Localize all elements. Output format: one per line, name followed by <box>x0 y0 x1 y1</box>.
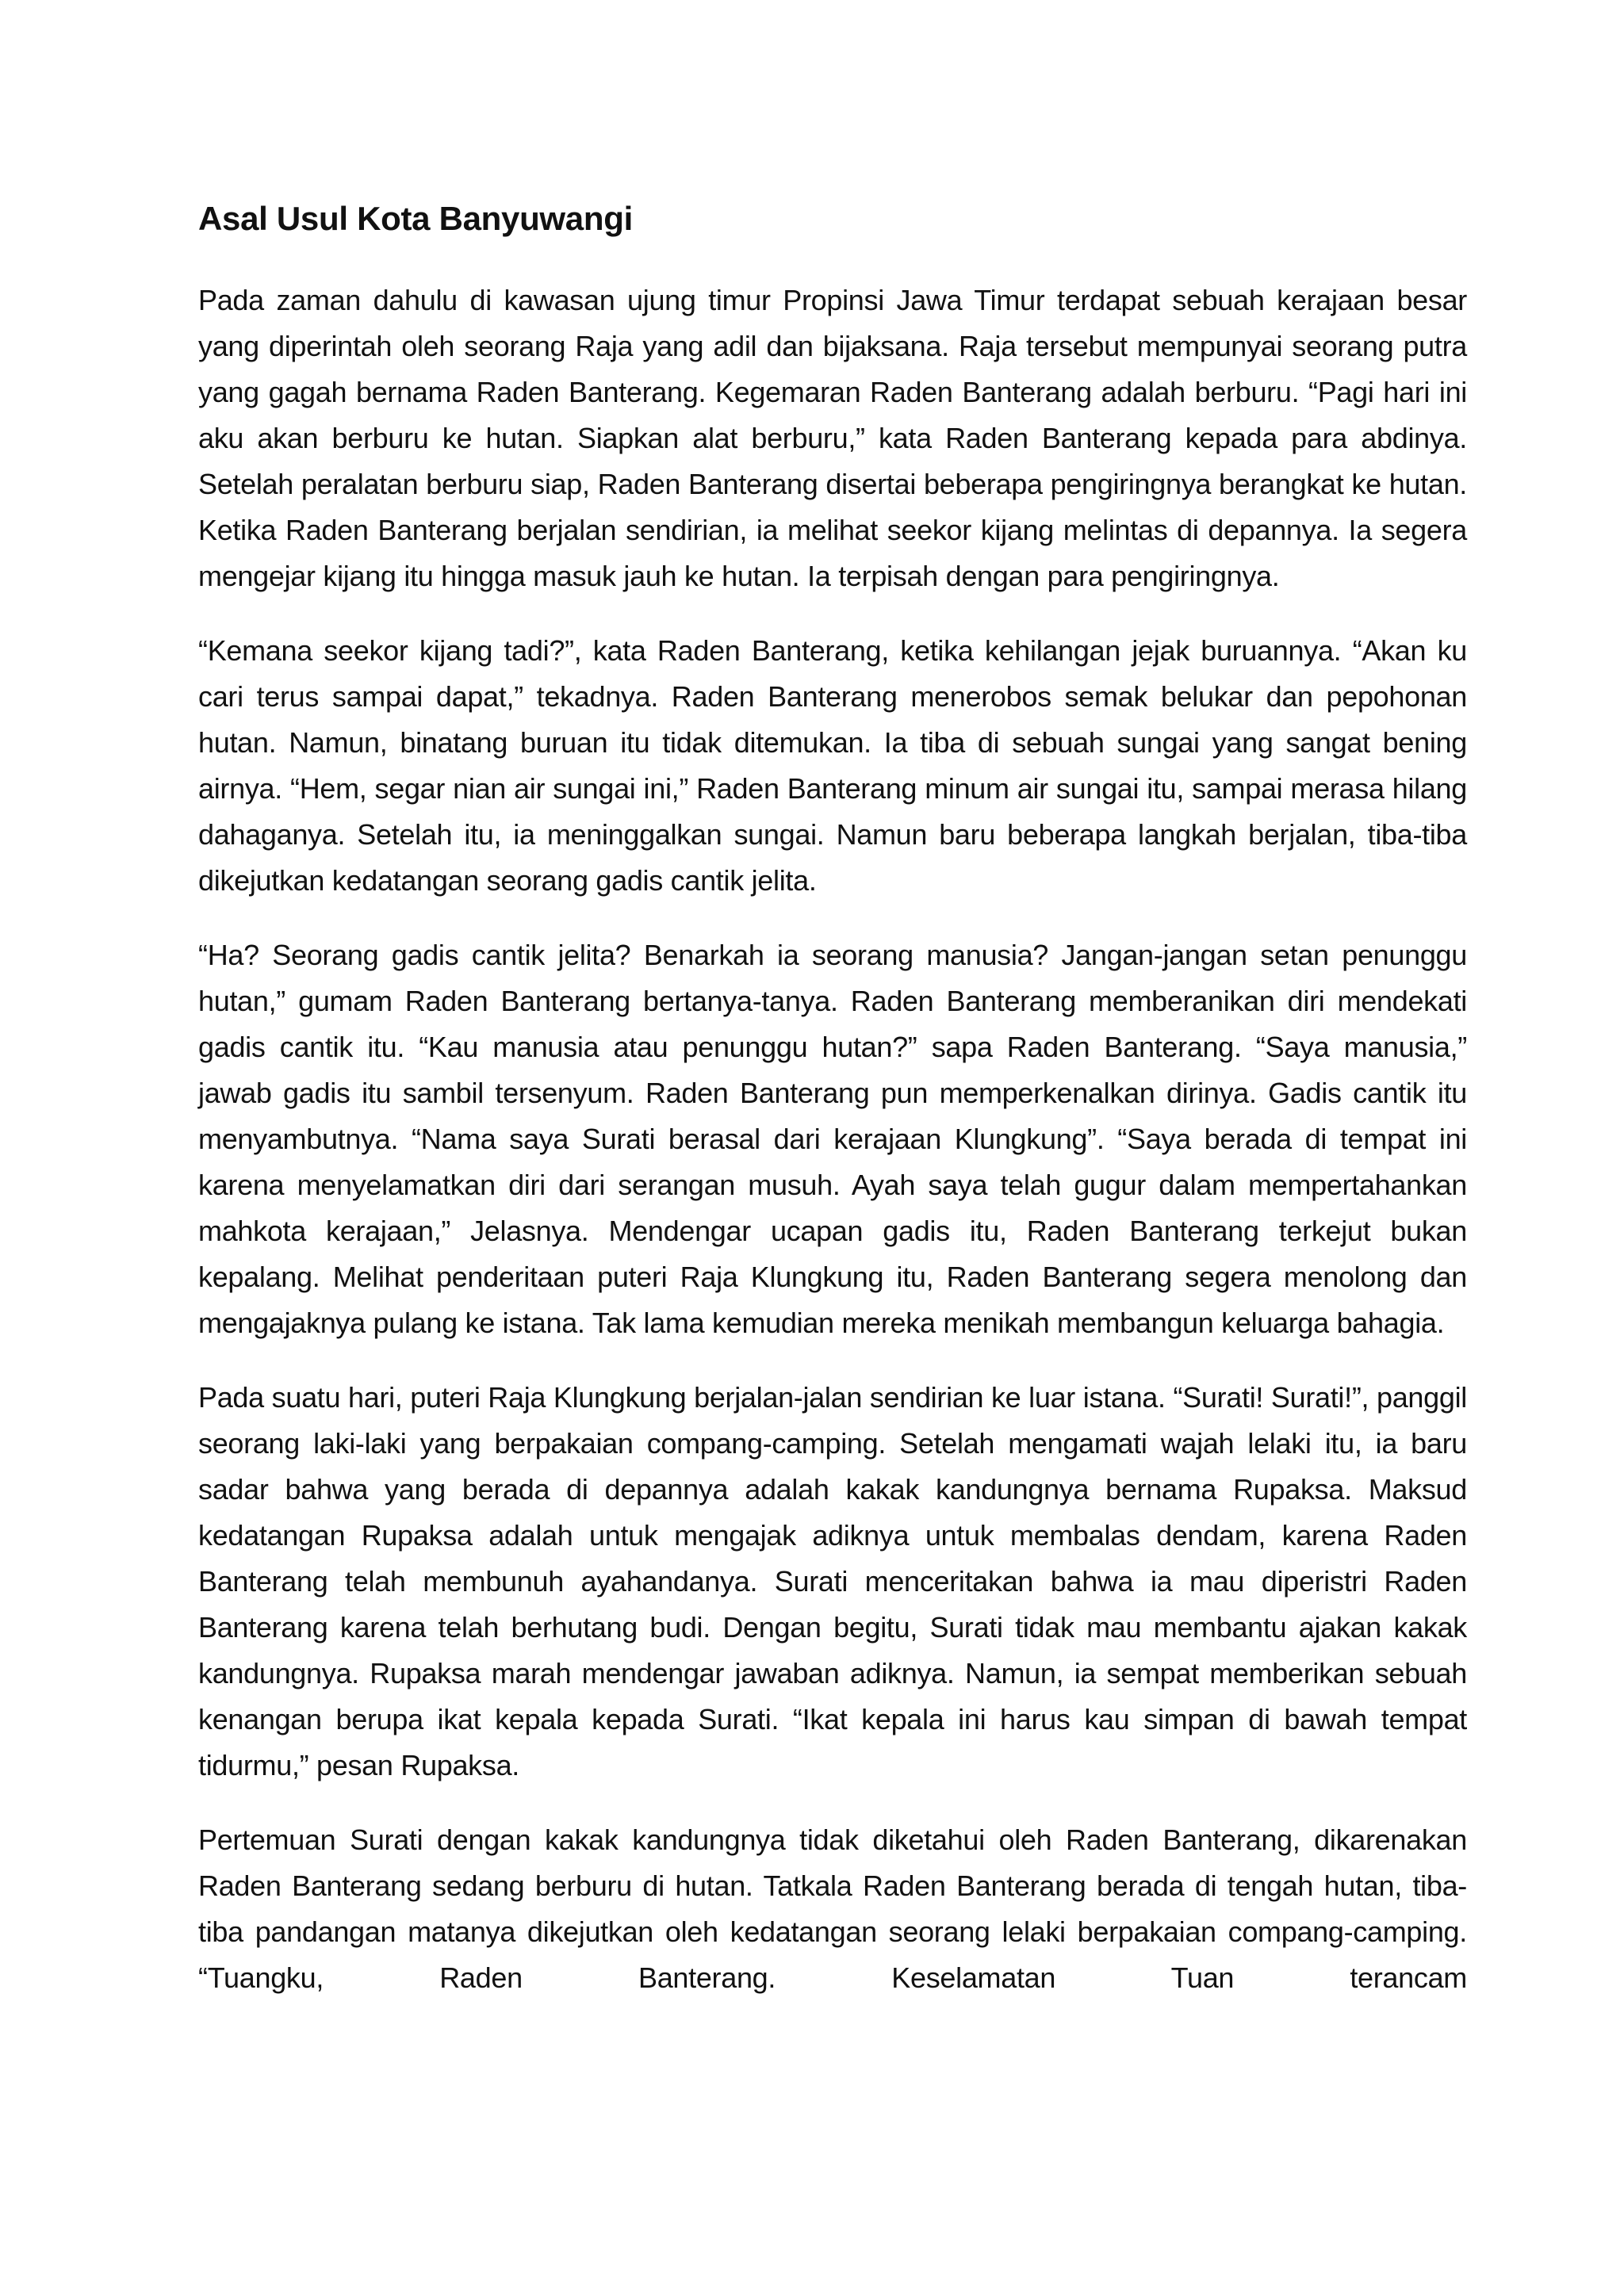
paragraph-1: Pada zaman dahulu di kawasan ujung timur Propinsi Jawa Timur terdapat sebuah kerajaan besar yang diperintah oleh seorang Raja yang adil dan bijaksana. Raja tersebut mempunyai seorang putra yang gagah bernama Raden Banterang. Kegemaran Raden Banterang adalah berburu. “Pagi hari ini aku akan berburu ke hutan. Siapkan alat berburu,” kata Raden Banterang kepada para abdinya. Setelah peralatan berburu siap, Raden Banterang disertai beberapa pengiringnya berangkat ke hutan. Ketika Raden Banterang berjalan sendirian, ia melihat seekor kijang melintas di depannya. Ia segera mengejar kijang itu hingga masuk jauh ke hutan. Ia terpisah dengan para pengiringnya. <box>198 284 1467 592</box>
paragraph-5: Pertemuan Surati dengan kakak kandungnya tidak diketahui oleh Raden Banterang, dikarenakan Raden Banterang sedang berburu di hutan. Tatkala Raden Banterang berada di tengah hutan, tiba-tiba pandangan matanya dikejutkan oleh kedatangan seorang lelaki berpakaian compang-camping. “Tuangku, Raden Banterang. Keselamatan Tuan terancam <box>198 1823 1467 1994</box>
paragraph-2: “Kemana seekor kijang tadi?”, kata Raden Banterang, ketika kehilangan jejak buruannya. “Akan ku cari terus sampai dapat,” tekadnya. Raden Banterang menerobos semak belukar dan pepohonan hutan. Namun, binatang buruan itu tidak ditemukan. Ia tiba di sebuah sungai yang sangat bening airnya. “Hem, segar nian air sungai ini,” Raden Banterang minum air sungai itu, sampai merasa hilang dahaganya. Setelah itu, ia meninggalkan sungai. Namun baru beberapa langkah berjalan, tiba-tiba dikejutkan kedatangan seorang gadis cantik jelita. <box>198 634 1467 897</box>
paragraph-3: “Ha? Seorang gadis cantik jelita? Benarkah ia seorang manusia? Jangan-jangan setan penunggu hutan,” gumam Raden Banterang bertanya-tanya. Raden Banterang memberanikan diri mendekati gadis cantik itu. “Kau manusia atau penunggu hutan?” sapa Raden Banterang. “Saya manusia,” jawab gadis itu sambil tersenyum. Raden Banterang pun memperkenalkan dirinya. Gadis cantik itu menyambutnya. “Nama saya Surati berasal dari kerajaan Klungkung”. “Saya berada di tempat ini karena menyelamatkan diri dari serangan musuh. Ayah saya telah gugur dalam mempertahankan mahkota kerajaan,” Jelasnya. Mendengar ucapan gadis itu, Raden Banterang terkejut bukan kepalang. Melihat penderitaan puteri Raja Klungkung itu, Raden Banterang segera menolong dan mengajaknya pulang ke istana. Tak lama kemudian mereka menikah membangun keluarga bahagia. <box>198 939 1467 1339</box>
document-page <box>198 197 1467 2001</box>
document-title: Asal Usul Kota Banyuwangi <box>198 200 633 237</box>
paragraph-4: Pada suatu hari, puteri Raja Klungkung berjalan-jalan sendirian ke luar istana. “Surati! Surati!”, panggil seorang laki-laki yang berpakaian compang-camping. Setelah mengamati wajah lelaki itu, ia baru sadar bahwa yang berada di depannya adalah kakak kandungnya bernama Rupaksa. Maksud kedatangan Rupaksa adalah untuk mengajak adiknya untuk membalas dendam, karena Raden Banterang telah membunuh ayahandanya. Surati menceritakan bahwa ia mau diperistri Raden Banterang karena telah berhutang budi. Dengan begitu, Surati tidak mau membantu ajakan kakak kandungnya. Rupaksa marah mendengar jawaban adiknya. Namun, ia sempat memberikan sebuah kenangan berupa ikat kepala kepada Surati. “Ikat kepala ini harus kau simpan di bawah tempat tidurmu,” pesan Rupaksa. <box>198 1381 1467 1781</box>
